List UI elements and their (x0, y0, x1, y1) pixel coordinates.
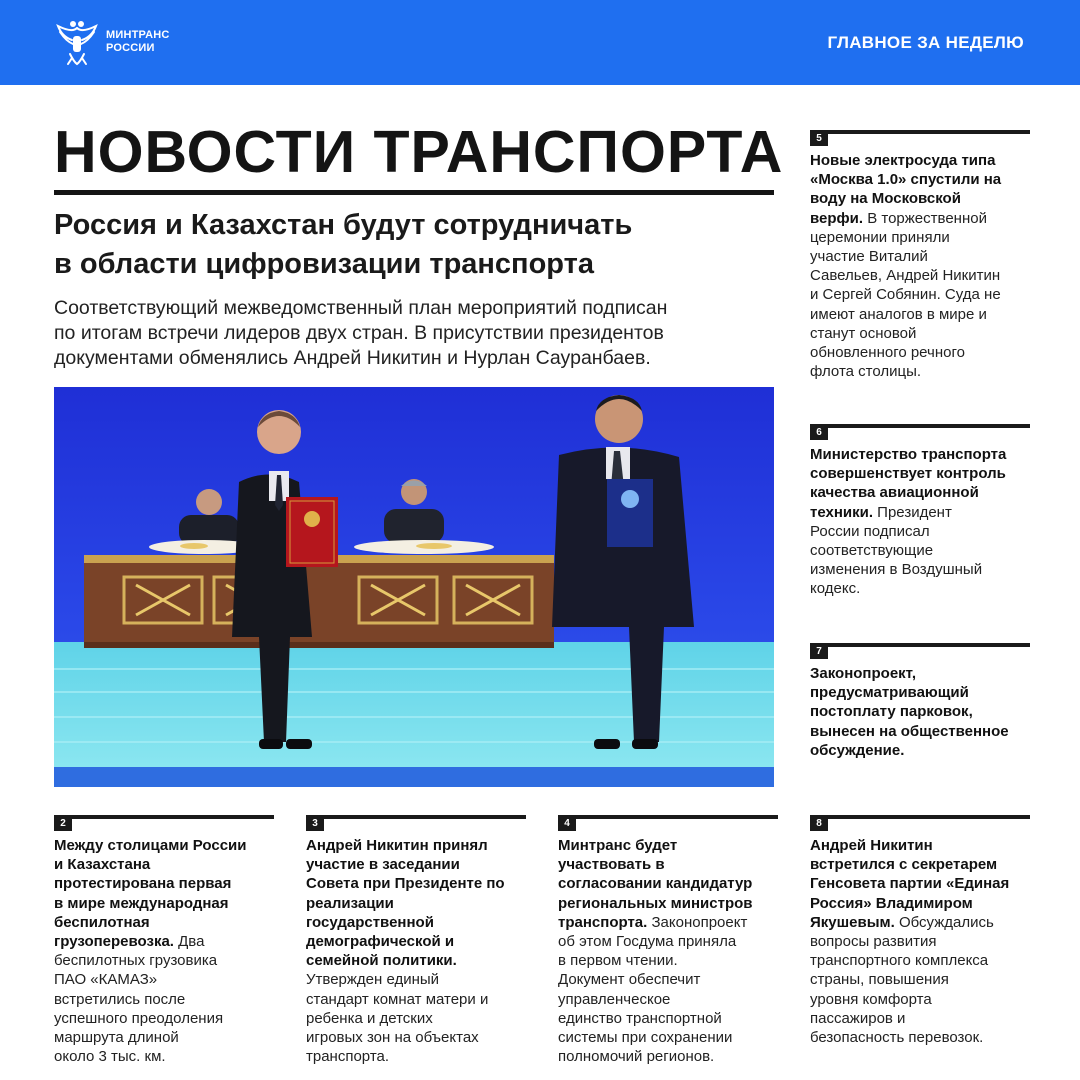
news-number: 2 (54, 815, 72, 831)
news-divider (810, 815, 1030, 829)
news-item-7[interactable] (810, 643, 1030, 760)
news-divider (54, 815, 274, 829)
title-divider (54, 190, 774, 195)
news-text: Между столицами России и Казахстана протестирована первая в мире международная беспилотная грузоперевозка. Два беспилотных грузовика ПАО «КАМАЗ» встретились после успешного преодоления маршрута длиной около 3 тыс. км. (54, 837, 247, 1066)
news-item-4[interactable] (558, 815, 778, 1066)
news-text: Министерство транспорта совершенствует контроль качества авиационной техники. Президент России подписал соответствующие изменения в Воздушный кодекс. (810, 446, 1007, 598)
eagle-emblem-icon (52, 18, 102, 66)
news-divider (810, 424, 1030, 438)
news-divider (558, 815, 778, 829)
week-label: ГЛАВНОЕ ЗА НЕДЕЛЮ (827, 33, 1024, 52)
news-text: Законопроект, предусматривающий постоплату парковок, вынесен на общественное обсуждение. (810, 665, 1009, 759)
news-item-6[interactable] (810, 424, 1030, 599)
main-headline: Россия и Казахстан будут сотрудничать в области цифровизации транспорта (54, 209, 633, 280)
top-bar (0, 0, 1080, 85)
news-divider (306, 815, 526, 829)
news-divider (810, 130, 1030, 144)
news-number: 4 (558, 815, 576, 831)
signing-ceremony-photo (54, 387, 774, 787)
news-item-3[interactable] (306, 815, 526, 1066)
news-item-5[interactable] (810, 130, 1030, 381)
news-number: 3 (306, 815, 324, 831)
news-item-2[interactable] (54, 815, 274, 1066)
page-title: НОВОСТИ ТРАНСПОРТА (54, 119, 784, 185)
news-divider (810, 643, 1030, 657)
news-number: 6 (810, 424, 828, 440)
news-number: 5 (810, 130, 828, 146)
news-text: Андрей Никитин принял участие в заседании Совета при Президенте по реализации государственной демографической и семейной политики. Утвержден единый стандарт комнат матери и ребенка и детских игровых зон на объектах транспорта. (306, 837, 505, 1066)
news-number: 7 (810, 643, 828, 659)
ministry-name: МИНТРАНС РОССИИ (106, 29, 170, 54)
news-text: Минтранс будет участвовать в согласовании кандидатур региональных министров транспорта. Законопроект об этом Госдума приняла в первом чтении. Документ обеспечит управленческое единство транспортной системы при сохранении полномочий регионов. (558, 837, 753, 1066)
news-text: Новые электросуда типа «Москва 1.0» спустили на воду на Московской верфи. В торжественной церемонии приняли участие Виталий Савельев, Андрей Никитин и Сергей Собянин. Суда не имеют аналогов в мире и станут основой обновленного речного флота столицы. (810, 152, 1002, 381)
news-text: Андрей Никитин встретился с секретарем Генсовета партии «Единая Россия» Владимиром Якушевым. Обсуждались вопросы развития транспортного комплекса страны, повышения уровня комфорта пассажиров и безопасность перевозок. (810, 837, 1010, 1047)
news-number: 8 (810, 815, 828, 831)
main-lead: Соответствующий межведомственный план мероприятий подписан по итогам встречи лидеров двух стран. В присутствии президентов документами обменялись Андрей Никитин и Нурлан Сауранбаев. (54, 297, 668, 369)
news-item-8[interactable] (810, 815, 1030, 1047)
